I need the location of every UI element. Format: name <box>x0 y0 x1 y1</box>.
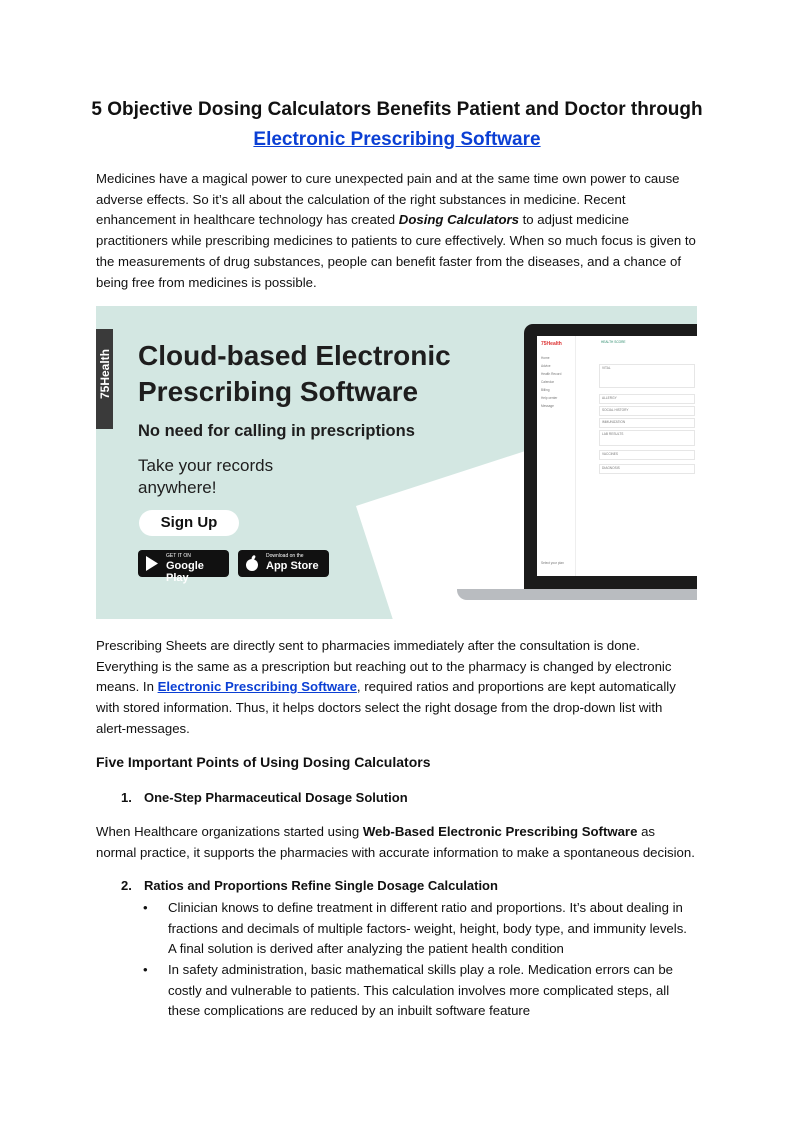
laptop-base <box>457 589 697 600</box>
page-title: 5 Objective Dosing Calculators Benefits Patient and Doctor through <box>91 99 703 120</box>
app-nav-item: Advice <box>541 364 551 368</box>
section-heading: Five Important Points of Using Dosing Calculators <box>96 754 431 770</box>
app-panel-label: ALLERGY <box>602 396 617 400</box>
point1-text-1: When Healthcare organizations started using <box>96 824 363 839</box>
bullet-item <box>143 898 695 960</box>
app-panel <box>599 364 695 388</box>
app-panel-label: DIAGNOSIS <box>602 466 620 470</box>
bullet-marker: • <box>143 962 148 977</box>
bullet-item <box>143 960 695 1022</box>
promo-banner <box>96 306 697 619</box>
app-nav-item: Help center <box>541 396 558 400</box>
app-panel <box>599 464 695 474</box>
app-nav-item: Message <box>541 404 554 408</box>
point1-paragraph <box>96 822 696 863</box>
banner-headline <box>138 338 451 410</box>
app-panel <box>599 430 695 446</box>
app-panel <box>599 394 695 404</box>
app-panel <box>599 406 695 416</box>
intro-emphasis: Dosing Calculators <box>398 212 519 228</box>
banner-headline-line1: Cloud-based Electronic <box>138 340 451 371</box>
point-title: One-Step Pharmaceutical Dosage Solution <box>144 790 408 805</box>
banner-headline-line2: Prescribing Software <box>138 376 419 407</box>
banner-tagline <box>138 455 273 499</box>
point-heading-2 <box>121 878 498 893</box>
point-number: 1. <box>121 790 132 805</box>
google-play-icon <box>144 555 160 572</box>
app-panel <box>599 450 695 460</box>
para2-text-2: , required ratios and proportions are kept automatically with stored information. Thus, it helps doctors select the right dosage from the drop-down list with alert-messages. <box>96 679 676 736</box>
intro-text-2: to adjust medicine practitioners while prescribing medicines to patients to cure effectively. When so much focus is given to the measurements of drug substances, people can benefit faster from the diseases, and a chance of being free from medicines is possible. <box>96 212 696 290</box>
app-nav-item: Home <box>541 356 550 360</box>
app-panel-label: LAB RESULTS <box>602 432 624 436</box>
intro-text-1: Medicines have a magical power to cure unexpected pain and at the same time own power to cause adverse effects. So it’s all about the calculation of the right substances in medicine. Recent enhancement in healthcare technology has created <box>96 171 680 228</box>
banner-tagline-line2: anywhere! <box>138 478 217 497</box>
banner-subheadline: No need for calling in prescriptions <box>138 422 415 440</box>
app-select-plan: Select your plan <box>541 561 564 565</box>
app-panel-label: SOCIAL HISTORY <box>602 408 629 412</box>
inline-link-eprescribing[interactable]: Electronic Prescribing Software <box>157 679 357 695</box>
app-panel-label: IMMUNIZATION <box>602 420 626 424</box>
signup-button[interactable]: Sign Up <box>139 510 239 536</box>
google-play-small-text: GET IT ON <box>166 553 191 559</box>
bullet-text: Clinician knows to define treatment in different ratio and proportions. It’s about dealing in fractions and decimals of multiple factors- weight, height, body type, and immunity levels. A final solution is derived after analyzing the patient health condition <box>168 900 687 957</box>
point1-text-2: as normal practice, it supports the pharmacies with accurate information to make a spontaneous decision. <box>96 824 695 860</box>
google-play-badge[interactable] <box>138 550 229 584</box>
app-nav-item: Calendar <box>541 380 554 384</box>
brand-label: 75Health <box>98 348 112 400</box>
app-store-small-text: Download on the <box>266 553 304 559</box>
app-panel-label: VACCINES <box>602 452 619 456</box>
app-store-big-text: App Store <box>266 560 319 572</box>
app-logo: 75Health <box>541 341 562 347</box>
bullet-text: In safety administration, basic mathematical skills play a role. Medication errors can be costly and vulnerable to patients. This calculation involves more complicated steps, all these complications are reduced by an inbuilt software feature <box>168 962 674 1019</box>
point-heading-1 <box>121 790 408 805</box>
point-number: 2. <box>121 878 132 893</box>
bullet-marker: • <box>143 900 148 915</box>
app-sidebar <box>537 336 576 576</box>
app-nav-item: Billing <box>541 388 550 392</box>
point-title: Ratios and Proportions Refine Single Dosage Calculation <box>144 878 498 893</box>
prescribing-paragraph <box>96 636 696 740</box>
app-panel-title: HEALTH SCORE <box>601 340 626 344</box>
banner-tagline-line1: Take your records <box>138 456 274 475</box>
point1-bold: Web-Based Electronic Prescribing Software <box>362 824 638 839</box>
app-panel <box>599 418 695 428</box>
brand-tab <box>96 329 113 429</box>
para2-text-1: Prescribing Sheets are directly sent to pharmacies immediately after the consultation is done. Everything is the same as a prescription but reaching out to the pharmacy is changed by electronic means. In <box>96 638 672 695</box>
app-nav-item: Health Record <box>541 372 562 376</box>
title-link[interactable]: Electronic Prescribing Software <box>253 129 541 150</box>
app-store-badge[interactable] <box>238 550 329 577</box>
google-play-big-text: Google Play <box>166 560 204 584</box>
page-title-link-line <box>60 125 734 155</box>
app-panel-label: VITAL <box>602 366 611 370</box>
apple-icon <box>244 555 260 572</box>
intro-paragraph <box>96 169 696 293</box>
laptop-screen <box>537 336 697 576</box>
